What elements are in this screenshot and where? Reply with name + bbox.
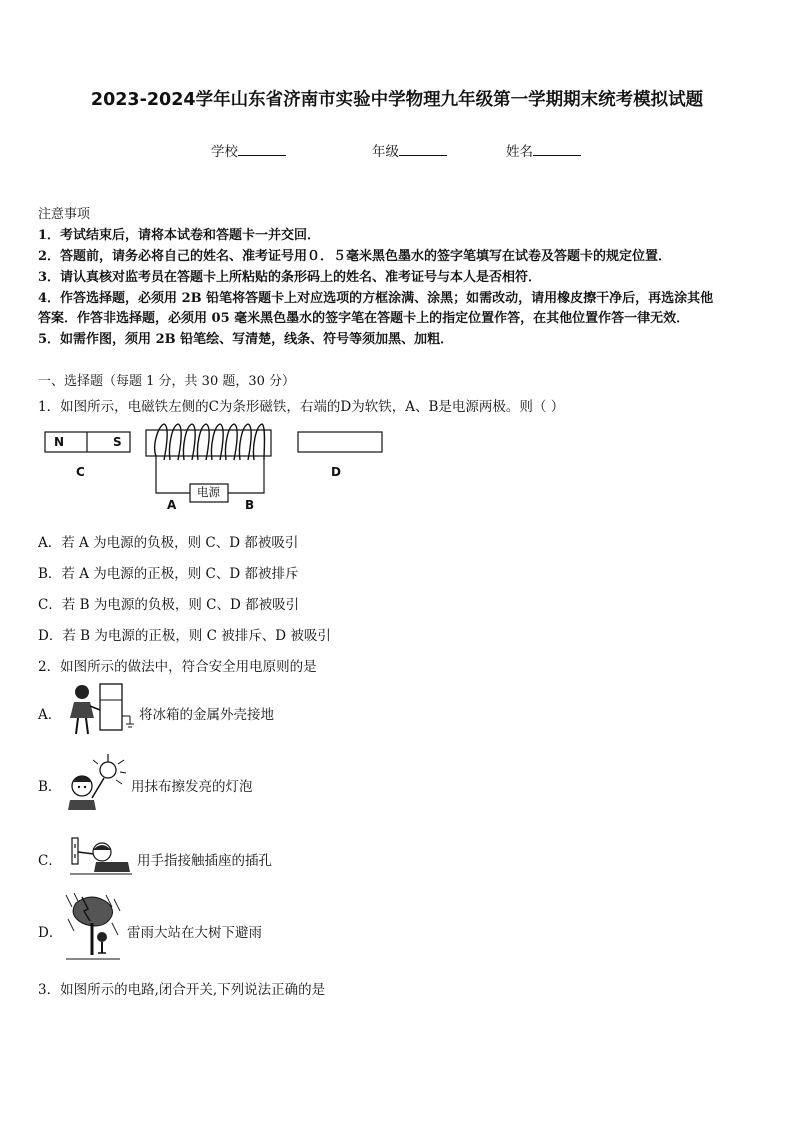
coil [155,424,265,460]
notice-item: 5．如需作图，须用 2B 铅笔绘、写清楚，线条、符号等须加黑、加粗． [38,332,454,347]
q2-option-a-letter[interactable]: A． [38,707,62,723]
grade-label: 年级 [372,144,399,160]
notice-item: 2．答题前，请务必将自己的姓名、准考证号用０．５毫米黑色墨水的签字笔填写在试卷及答题卡的规定位置． [38,249,672,264]
q2-option-d-letter[interactable]: D． [38,925,63,941]
label-b: B [245,498,255,512]
notice-item: 3．请认真核对监考员在答题卡上所粘贴的条形码上的姓名、准考证号与本人是否相符． [38,270,542,285]
school-field [211,140,286,160]
power-source-label: 电源 [197,485,220,499]
q2-option-a-text[interactable]: 将冰箱的金属外壳接地 [139,707,274,723]
q2-option-c-letter[interactable]: C． [38,853,62,869]
name-field [506,140,581,160]
label-c: C [76,465,85,479]
fridge-ground-icon [62,680,136,740]
notice-heading: 注意事项 [38,207,91,222]
q1-stem: 1．如图所示，电磁铁左侧的C为条形磁铁，右端的D为软铁，A、B是电源两极。则（ ） [38,399,565,415]
finger-socket-icon [66,832,134,878]
soft-iron [298,432,382,452]
name-label: 姓名 [506,144,533,160]
grade-blank[interactable] [399,143,447,156]
notice-item: 1．考试结束后，请将本试卷和答题卡一并交回． [38,228,321,243]
q3-stem: 3．如图所示的电路,闭合开关,下列说法正确的是 [38,982,326,998]
label-a: A [167,498,177,512]
q2-option-b-text[interactable]: 用抹布擦发亮的灯泡 [131,779,253,795]
notice-item: 答案．作答非选择题，必须用 05 毫米黑色墨水的签字笔在答题卡上的指定位置作答，在其他位置作答一律无效． [38,311,690,326]
q2-stem: 2．如图所示的做法中，符合安全用电原则的是 [38,659,317,675]
wipe-bulb-icon [62,752,128,812]
q1-option-c[interactable]: C．若 B 为电源的负极，则 C、D 都被吸引 [38,597,300,613]
q1-option-a[interactable]: A．若 A 为电源的负极，则 C、D 都被吸引 [38,535,299,551]
name-blank[interactable] [533,143,581,156]
q1-option-d[interactable]: D．若 B 为电源的正极，则 C 被排斥、D 被吸引 [38,628,331,644]
q2-option-d-text[interactable]: 雷雨大站在大树下避雨 [127,925,262,941]
q1-option-b[interactable]: B．若 A 为电源的正极，则 C、D 都被排斥 [38,566,299,582]
tree-lightning-icon [62,893,124,963]
q2-option-b-letter[interactable]: B． [38,779,62,795]
grade-field [372,140,447,160]
section-heading: 一、选择题（每题 1 分，共 30 题，30 分） [38,374,296,389]
q2-option-c-text[interactable]: 用手指接触插座的插孔 [137,853,272,869]
school-blank[interactable] [238,143,286,156]
notice-item: 4．作答选择题，必须用 2B 铅笔将答题卡上对应选项的方框涂满、涂黑；如需改动，请用橡皮擦干净后，再选涂其他 [38,291,714,306]
label-d: D [331,465,341,479]
exam-title: 2023-2024学年山东省济南市实验中学物理九年级第一学期期末统考模拟试题 [90,90,704,110]
pole-s-label: S [113,435,122,449]
pole-n-label: N [54,435,65,449]
school-label: 学校 [211,144,238,160]
